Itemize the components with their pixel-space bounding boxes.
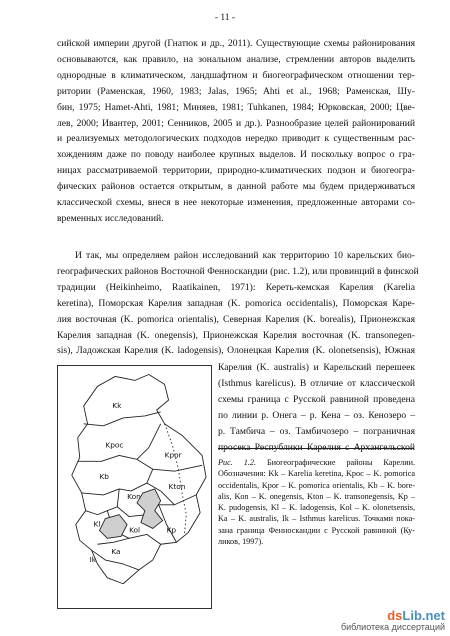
text-line: классической схемы, внеся в нее некоторые изменения, предложенные авторами со- (57, 197, 415, 209)
watermark[interactable] (320, 608, 445, 632)
caption-title-line (218, 457, 415, 468)
text-line: (Isthmus karelicus). В отличие от классической (218, 377, 415, 389)
caption-line: K. pudogensis, Kl – K. ladogensis, Kol – K. olonetsensis, (218, 503, 415, 513)
text-line: схемы граница с Русской равниной проведена (218, 393, 415, 405)
text-line: сийской империи другой (Гнатюк и др., 2011). Существующие схемы районирования (57, 38, 415, 49)
right-column-text (218, 360, 415, 455)
figure-label: Рис. 1.2. (218, 458, 256, 467)
caption-title: Биогеографические районы Карелии. (266, 458, 416, 467)
text-line: keretina), Поморская Карелия западная (K. pomorica occidentalis), Поморская Каре- (57, 297, 415, 309)
map-label-kon: Kon (127, 491, 141, 501)
boundary-kpor (137, 459, 202, 471)
text-line: традиции (Heikinheimo, Raatikainen, 1971): Кереть-кемская Карелия (Karelia (57, 281, 415, 293)
boundary-kb (82, 469, 153, 495)
boundary-kk (84, 412, 161, 426)
text-line: однородные в климатическом, ландшафтном и биогеографическом отношении тер- (57, 69, 415, 81)
text-line: ницах рассматриваемой территории, природно-климатических подзон и биогеогра- (57, 165, 415, 177)
watermark-brand-prefix: ds (387, 608, 403, 623)
text-line: лия восточная (K. pomorica orientalis), Северная Карелия (K. borealis), Прионежская (57, 313, 415, 325)
boundary-kl (86, 507, 118, 515)
boundary-kp (159, 505, 177, 543)
text-line: и реализуемых методологических подходов нередко приводит к существенным рас- (57, 133, 415, 145)
text-line: хождениям даже по поводу наиболее крупных выделов. И поскольку вопрос о гра- (57, 149, 415, 161)
lake-onega (137, 489, 163, 528)
map-label-kk: Kk (112, 401, 122, 411)
text-line: Карелия (K. australis) и Карельский перешеек (218, 362, 415, 373)
map-svg (58, 366, 211, 608)
map-label-kpoc: Kpoc (105, 440, 124, 450)
map-label-kpor: Kpor (164, 450, 182, 460)
caption-line: occidentalis, Kpor – K. pomorica orientalis, Kb – K. bore- (218, 480, 415, 490)
karelia-outline (72, 374, 206, 583)
text-line: географических районов Восточной Фенноскандии (рис. 1.2), или провинций в финской (57, 265, 419, 277)
map-label-ka: Ka (111, 547, 121, 557)
map-label-kol: Kol (129, 525, 141, 535)
caption-line: alis, Kon – K. onegensis, Kton – K. transonegensis, Kp – (218, 491, 415, 501)
text-line: ритории (Раменская, 1960, 1983; Jalas, 1965; Ahti et al., 1968; Раменская, Шу- (57, 85, 415, 97)
watermark-subtitle: библиотека диссертаций (340, 622, 445, 632)
map-label-ik: Ik (89, 555, 97, 565)
text-line: временных исследований. (57, 212, 164, 224)
caption-line: зана граница Фенноскандии с Русской равниной (Ку- (218, 525, 415, 535)
karelia-region-map (57, 365, 212, 609)
caption-line: Ka – K. australis, Ik – Isthmus karelicus. Точками пока- (218, 514, 415, 524)
text-line: бин, 1975; Hamet-Ahti, 1981; Миняев, 1981; Tuhkanen, 1984; Юрковская, 2000; Цве- (57, 101, 415, 113)
text-line: фических районов остается открытым, в данной работе мы будем придерживаться (57, 181, 415, 193)
text-line: р. Тамбича – оз. Тамбичозеро – пограничная (218, 425, 415, 437)
figure-caption (218, 457, 415, 547)
text-line: sis), Ладожская Карелия (K. ladogensis), Олонецкая Карелия (K. olonetsensis), Южная (57, 345, 415, 357)
text-line: лев, 2000; Ивантер, 2001; Сенников, 2005 и др.). Разнообразие целей районирований (57, 117, 415, 129)
text-line: по линии р. Онега – р. Кена – оз. Кенозеро – (218, 409, 415, 421)
boundary-ka (97, 538, 129, 544)
paragraph-1 (57, 36, 415, 227)
text-line: И так, мы определяем район исследований как территорию 10 карельских био- (75, 250, 415, 261)
map-label-kb: Kb (99, 472, 110, 482)
caption-divider (218, 448, 414, 449)
watermark-logo[interactable] (320, 608, 445, 623)
paragraph-2 (57, 248, 419, 359)
map-label-kton: Kton (168, 481, 186, 491)
fennoscandia-border (165, 424, 187, 535)
page-number: - 11 - (214, 13, 236, 23)
watermark-brand-suffix: Lib.net (402, 608, 445, 623)
text-line: основываются, как правило, на зональном анализе, стремлении авторов выделить (57, 53, 415, 65)
text-line: просека Республики Карелия с Архангельской (218, 441, 415, 453)
map-label-kl: Kl (93, 519, 101, 529)
caption-line: ликов, 1997). (218, 537, 264, 547)
map-label-kp: Kp (166, 525, 177, 535)
text-line: Карелия западная (K. onegensis), Прионежская Карелия восточная (K. transonegen- (57, 329, 415, 341)
caption-line: Обозначения: Kk – Karelia keretina, Kpoc – K. pomorica (218, 469, 415, 479)
